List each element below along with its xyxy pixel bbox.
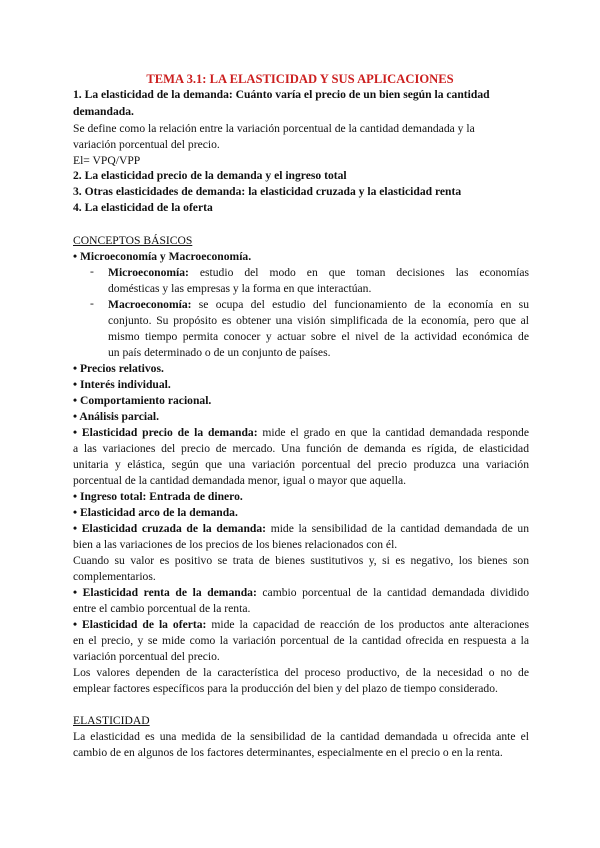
index-item-1: 1. La elasticidad de la demanda: Cuánto varía el precio de un bien según la cantidad (73, 88, 490, 101)
macro-definition-cont: un país determinado o de un conjunto de países. (108, 346, 331, 359)
elasticidad-oferta-cont: variación porcentual del precio. (73, 650, 220, 663)
elasticidad-precio-cont: unitaria y elástica, según que una variación porcentual del precio produzca una variación (73, 458, 529, 471)
macro-definition: Macroeconomía: se ocupa del estudio del funcionamiento de la economía en su (108, 298, 529, 311)
bullet-ingreso: • Ingreso total: Entrada de dinero. (73, 490, 243, 503)
index-item-1-cont: demandada. (73, 105, 134, 118)
elasticidad-paragraph: La elasticidad es una medida de la sensibilidad de la cantidad demandada u ofrecida ante el (73, 730, 529, 743)
formula: El= VPQ/VPP (73, 154, 141, 167)
elasticidad-precio-cont: a las variaciones del precio de mercado. Una función de demanda es rígida, de elasticidad (73, 442, 529, 455)
elasticidad-oferta: • Elasticidad de la oferta: mide la capacidad de reacción de los productos ante alteraciones (73, 618, 529, 631)
elasticidad-paragraph-cont: cambio de en algunos de los factores determinantes, especialmente en el precio o en la renta. (73, 746, 503, 759)
micro-definition: Microeconomía: estudio del modo en que toman decisiones las economías (108, 266, 529, 279)
elasticidad-cruzada-cont: Cuando su valor es positivo se trata de bienes sustitutivos y, si es negativo, los bienes son (73, 554, 529, 567)
definition-line: Se define como la relación entre la variación porcentual de la cantidad demandada y la (73, 122, 475, 135)
bullet-comportamiento: • Comportamiento racional. (73, 394, 212, 407)
bullet-interes: • Interés individual. (73, 378, 171, 391)
index-item-2: 2. La elasticidad precio de la demanda y el ingreso total (73, 169, 347, 182)
section-heading-elasticidad: ELASTICIDAD (73, 714, 150, 727)
index-item-4: 4. La elasticidad de la oferta (73, 201, 213, 214)
elasticidad-cruzada-cont: bien a las variaciones de los precios de los bienes relacionados con él. (73, 538, 398, 551)
elasticidad-renta-cont: entre el cambio porcentual de la renta. (73, 602, 251, 615)
dash-marker: - (90, 297, 94, 310)
index-item-3: 3. Otras elasticidades de demanda: la elasticidad cruzada y la elasticidad renta (73, 185, 462, 198)
macro-definition-cont: conjunto. Su propósito es obtener una visión simplificada de la economía, pero que al (108, 314, 529, 327)
elasticidad-cruzada-cont: complementarios. (73, 570, 156, 583)
section-heading-conceptos: CONCEPTOS BÁSICOS (73, 234, 193, 247)
elasticidad-renta: • Elasticidad renta de la demanda: cambio porcentual de la cantidad demandada dividido (73, 586, 530, 599)
bullet-micro-macro: • Microeconomía y Macroeconomía. (73, 250, 252, 263)
elasticidad-precio: • Elasticidad precio de la demanda: mide el grado en que la cantidad demandada responde (73, 426, 529, 439)
definition-line: variación porcentual del precio. (73, 138, 220, 151)
valores-paragraph-cont: emplear factores específicos para la producción del bien y del plazo de tiempo considerado. (73, 682, 498, 695)
dash-marker: - (90, 265, 94, 278)
page-title: TEMA 3.1: LA ELASTICIDAD Y SUS APLICACIONES (146, 72, 454, 86)
elasticidad-precio-cont: porcentual de la cantidad demandada menor, igual o mayor que aquella. (73, 474, 407, 487)
elasticidad-cruzada: • Elasticidad cruzada de la demanda: mide la sensibilidad de la cantidad demandada de un (73, 522, 529, 535)
micro-definition-cont: domésticas y las empresas y la forma en que interactúan. (108, 282, 372, 295)
bullet-precios: • Precios relativos. (73, 362, 164, 375)
macro-definition-cont: mismo tiempo permita conocer y actuar sobre el nivel de la actividad económica de (108, 330, 529, 343)
elasticidad-oferta-cont: en el precio, y se mide como la variación porcentual de la cantidad ofrecida en respuesta a la (73, 634, 529, 647)
bullet-analisis: • Análisis parcial. (73, 410, 159, 423)
valores-paragraph: Los valores dependen de la característica del proceso productivo, de la necesidad o no de (73, 666, 529, 679)
bullet-arco: • Elasticidad arco de la demanda. (73, 506, 238, 519)
